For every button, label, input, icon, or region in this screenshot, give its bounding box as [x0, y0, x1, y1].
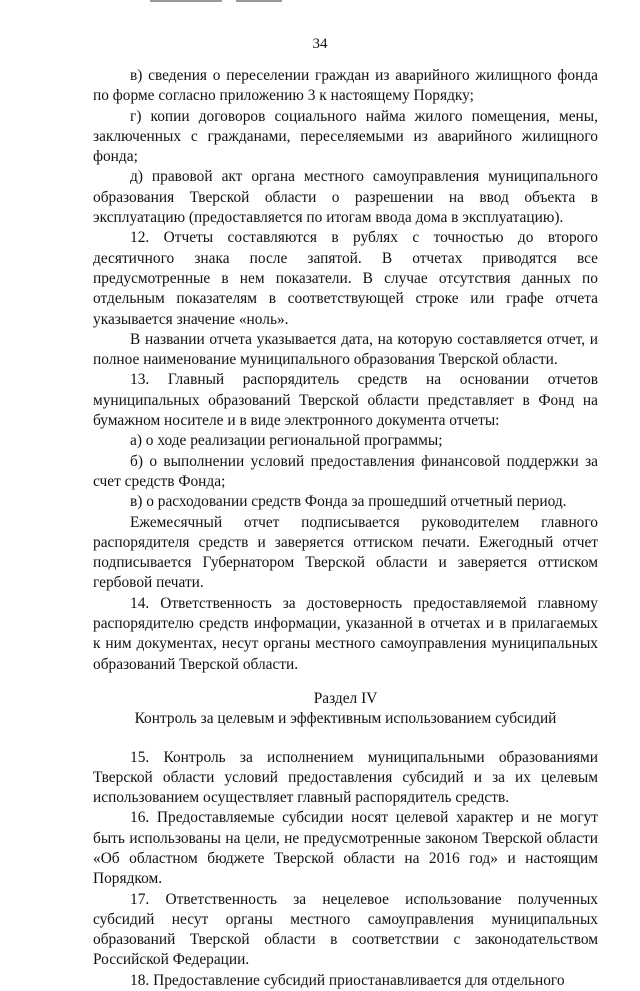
body-paragraph: В названии отчета указывается дата, на которую составляется отчет, и полное наименование муниципального образования Тверской области. — [93, 330, 598, 369]
section-heading: Раздел IV — [313, 689, 378, 707]
scan-edge-mark — [236, 0, 282, 2]
body-paragraph: 14. Ответственность за достоверность предоставляемой главному распорядителю средств информации, указанной в отчетах и в прилагаемых к ним документах, несут органы местного самоуправления муниципальных образований Тверской области. — [93, 594, 598, 673]
section-spacer — [93, 675, 598, 689]
body-paragraph: 13. Главный распорядитель средств на основании отчетов муниципальных образований Тверской области представляет в Фонд на бумажном носителе и в виде электронного документа отчеты: — [93, 371, 598, 430]
page-number: 34 — [312, 36, 328, 52]
body-paragraph: в) о расходовании средств Фонда за прошедший отчетный период. — [130, 493, 567, 511]
section-title: Контроль за целевым и эффективным использованием субсидий — [134, 710, 557, 728]
scan-edge-mark — [150, 0, 222, 2]
body-paragraph: 15. Контроль за исполнением муниципальными образованиями Тверской области условий предоставления субсидий и за их целевым использованием осуществляет главный распорядитель средств. — [93, 748, 598, 807]
body-paragraph: б) о выполнении условий предоставления финансовой поддержки за счет средств Фонда; — [93, 452, 598, 490]
body-paragraph: 16. Предоставляемые субсидии носят целевой характер и не могут быть использованы на цели, не предусмотренные законом Тверской области «Об областном бюджете Тверской области на 2016 год» и настоящим Порядком. — [93, 809, 598, 888]
document-body — [93, 66, 598, 991]
body-paragraph: 18. Предоставление субсидий приостанавливается для отдельного — [130, 971, 565, 989]
body-paragraph: а) о ходе реализации региональной программы; — [130, 432, 443, 450]
body-paragraph: 17. Ответственность за нецелевое использование полученных субсидий несут органы местного самоуправления муниципальных образований Тверской области в соответствии с законодательством Российской Федерации. — [93, 890, 598, 969]
body-paragraph: г) копии договоров социального найма жилого помещения, мены, заключенных с гражданами, переселяемыми из аварийного жилищного фонда; — [93, 107, 598, 166]
body-paragraph: 12. Отчеты составляются в рублях с точностью до второго десятичного знака после запятой. В отчетах приводятся все предусмотренные в нем показатели. В случае отсутствия данных по отдельным показателям в соответствующей строке или графе отчета указывается значение «ноль». — [93, 229, 598, 328]
body-paragraph: Ежемесячный отчет подписывается руководителем главного распорядителя средств и заверяется оттиском печати. Ежегодный отчет подписывается Губернатором Тверской области и заверяется оттиском гербовой печати. — [93, 513, 598, 592]
body-paragraph: д) правовой акт органа местного самоуправления муниципального образования Тверской области о разрешении на ввод объекта в эксплуатацию (предоставляется по итогам ввода дома в эксплуатацию). — [93, 168, 598, 227]
body-paragraph: в) сведения о переселении граждан из аварийного жилищного фонда по форме согласно приложению 3 к настоящему Порядку; — [93, 67, 598, 105]
